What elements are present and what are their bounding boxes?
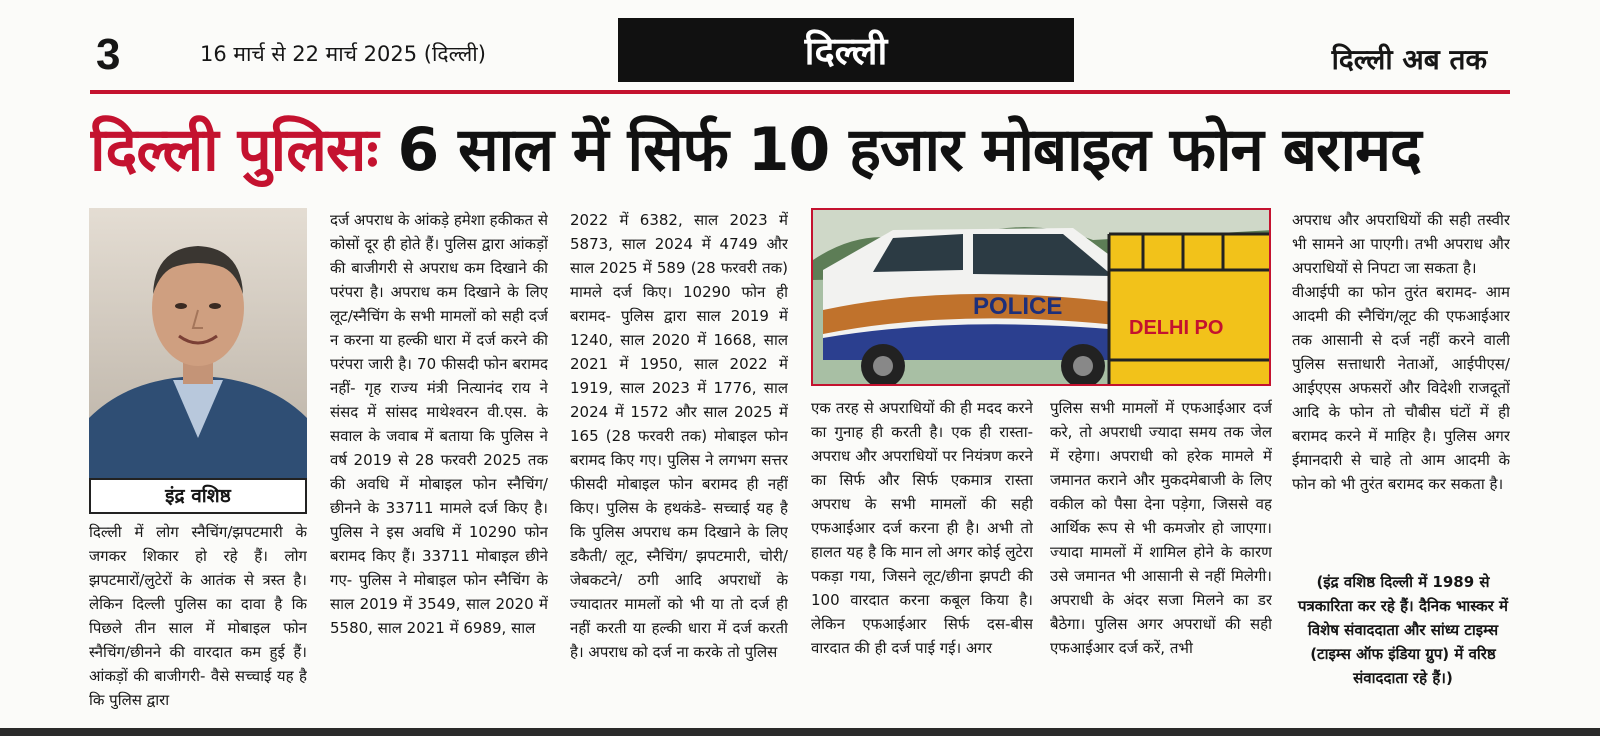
- article-column-2: [330, 208, 548, 708]
- article-column-3: [570, 208, 788, 708]
- column-4-text: एक तरह से अपराधियों की ही मदद करने का गुनाह ही करती है। एक ही रास्ता- अपराध और अपराधियों पर नियंत्रण करने का सिर्फ और सिर्फ एकमात्र रास्ता अपराध के सभी मामलों की सही एफआईआर दर्ज करना ही है। अभी तो हालत यह है कि मान लो अगर कोई लुटेरा पकड़ा गया, जिसने लूट/छीना झपटी की 100 वारदात करना कबूल किया है। लेकिन एफआईआर सिर्फ दस-बीस वारदात की ही दर्ज पाई गई। अगर: [811, 399, 1033, 657]
- column-5-text: पुलिस सभी मामलों में एफआईआर दर्ज करे, तो अपराधी ज्यादा समय तक जेल में रहेगा। अपराधी को हरेक मामले में जमानत कराने और मुकदमेबाजी के लिए वकील को पैसा देना पड़ेगा, जिससे वह आर्थिक रूप से भी कमजोर हो जाएगा। ज्यादा मामलों में शामिल होने के कारण उसे जमानत भी आसानी से नहीं मिलेगी। अपराधी के अंदर सजा मिलने का डर बैठेगा। पुलिस अगर अपराधों की सही एफआईआर दर्ज करें, तभी: [1050, 399, 1272, 657]
- author-portrait-illustration: [89, 208, 307, 480]
- police-car-illustration: [813, 210, 1271, 386]
- newspaper-masthead: दिल्ली अब तक: [1331, 43, 1487, 76]
- edition-date: 16 मार्च से 22 मार्च 2025 (दिल्ली): [200, 42, 486, 66]
- header-divider: [90, 90, 1510, 94]
- column-6-text-a: अपराध और अपराधियों की सही तस्वीर भी सामने आ पाएगी। तभी अपराध और अपराधियों से निपटा जा सकता है।: [1292, 211, 1510, 277]
- article-column-6: [1292, 208, 1510, 568]
- author-photo: [89, 208, 307, 480]
- column-2-text: दर्ज अपराध के आंकड़े हमेशा हकीकत से कोसों दूर ही होते हैं। पुलिस द्वारा आंकड़ों की बाजीगरी से अपराध कम दिखाने की परंपरा है। अपराध कम दिखाने के लिए लूट/स्नैचिंग के सभी मामलों को सही दर्ज न करना या हल्की धारा में दर्ज करने की परंपरा जारी है। 70 फीसदी फोन बरामद नहीं- गृह राज्य मंत्री नित्यानंद राय ने संसद में सांसद माथेश्वरन वी.एस. के सवाल के जवाब में बताया कि पुलिस ने वर्ष 2019 से 28 फरवरी 2025 तक की अवधि में मोबाइल फोन स्नैचिंग/छीनने के 33711 मामले दर्ज किए है। पुलिस ने इस अवधि में 10290 फोन बरामद किए हैं। 33711 मोबाइल छीने गए- पुलिस ने मोबाइल फोन स्नैचिंग के साल 2019 में 3549, साल 2020 में 5580, साल 2021 में 6989, साल: [330, 211, 548, 637]
- page-bottom-edge: [0, 728, 1600, 736]
- car-police-text: POLICE: [973, 293, 1063, 320]
- article-column-1: [89, 520, 307, 732]
- headline: [90, 106, 1510, 192]
- page-number: 3: [96, 30, 121, 79]
- police-vehicle-photo: [811, 208, 1271, 386]
- article-column-4: [811, 396, 1033, 708]
- author-caption: इंद्र वशिष्ठ: [89, 478, 307, 514]
- headline-red-part: दिल्ली पुलिसः: [90, 115, 378, 185]
- column-3-text: 2022 में 6382, साल 2023 में 5873, साल 2024 में 4749 और साल 2025 में 589 (28 फरवरी तक) मामले दर्ज किए। 10290 फोन ही बरामद- पुलिस द्वारा साल 2019 में 1240, साल 2020 में 1668, साल 2021 में 1950, साल 2022 में 1919, साल 2023 में 1776, साल 2024 में 1572 और साल 2025 में 165 (28 फरवरी तक) मोबाइल फोन बरामद किए गए। पुलिस ने लगभग सत्तर फीसदी मोबाइल फोन बरामद ही नहीं किए। पुलिस के हथकंडे- सच्चाई यह है कि पुलिस अपराध कम दिखाने के लिए डकैती/ लूट, स्नैचिंग/ झपटमारी, चोरी/ जेबकटने/ ठगी आदि अपराधों के ज्यादातर मामलों को भी या तो दर्ज ही नहीं करती या हल्की धारा में दर्ज करती है। अपराध को दर्ज ना करके तो पुलिस: [570, 211, 788, 661]
- column-1-text: दिल्ली में लोग स्नैचिंग/झपटमारी के जगकर शिकार हो रहे हैं। लोग झपटमारों/लुटेरों के आतंक से त्रस्त है। लेकिन दिल्ली पुलिस का दावा है कि पिछले तीन साल में मोबाइल फोन स्नैचिंग/छीनने की वारदात कम हुई हैं। आंकड़ों की बाजीगरी- वैसे सच्चाई यह है कि पुलिस द्वारा: [89, 523, 307, 709]
- barricade-text: DELHI PO: [1129, 317, 1224, 339]
- article-column-5: [1050, 396, 1272, 708]
- column-6-text-b: वीआईपी का फोन तुरंत बरामद- आम आदमी की स्नैचिंग/लूट की एफआईआर तक आसानी से दर्ज नहीं करने वाली पुलिस सत्ताधारी नेताओं, आईपीएस/आईएएस अफसरों और विदेशी राजदूतों आदि के फोन तो चौबीस घंटों में ही बरामद करने में माहिर है। पुलिस अगर ईमानदारी से चाहे तो आम आदमी के फोन को भी तुरंत बरामद कर सकता है।: [1292, 283, 1510, 493]
- headline-black-part: 6 साल में सिर्फ 10 हजार मोबाइल फोन बरामद: [377, 115, 1421, 185]
- author-bio: (इंद्र वशिष्ठ दिल्ली में 1989 से पत्रकारिता कर रहे हैं। दैनिक भास्कर में विशेष संवाददाता और सांध्य टाइम्स (टाइम्स ऑफ इंडिया ग्रुप) में वरिष्ठ संवाददाता रहे हैं।): [1298, 573, 1508, 687]
- section-banner: दिल्ली: [618, 18, 1074, 82]
